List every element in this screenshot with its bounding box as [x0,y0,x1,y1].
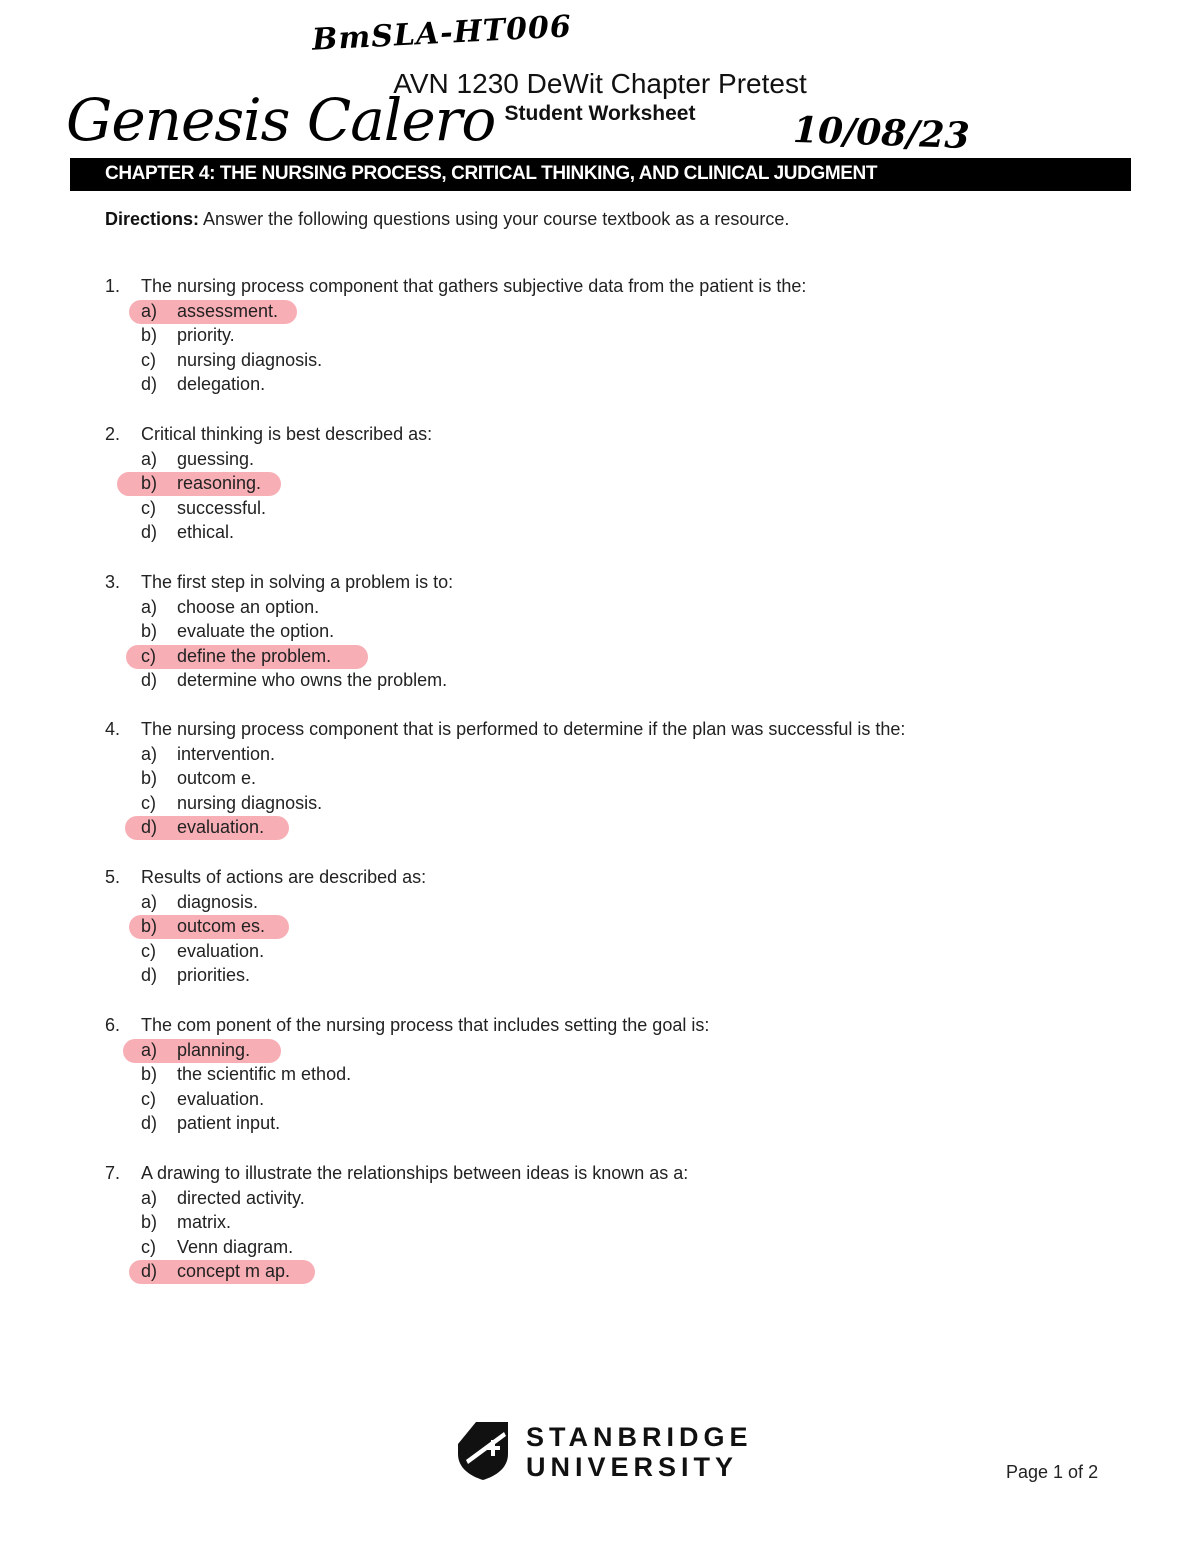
option-text: nursing diagnosis. [177,792,323,813]
option-letter: d) [141,1113,158,1134]
option-letter: b) [141,473,158,494]
option-text: matrix. [177,1212,231,1233]
option-letter: b) [141,1212,158,1233]
option-text: nursing diagnosis. [177,349,323,370]
option-letter: c) [141,1236,156,1257]
option-text: assessment. [177,300,279,321]
option-letter: b) [141,621,158,642]
handwritten-course-code: BmSLA-HT006 [311,9,573,58]
directions-text: Answer the following questions using your course textbook as a resource. [203,209,790,229]
option-text: diagnosis. [177,891,259,912]
question-text: The com ponent of the nursing process that includes setting the goal is: [141,1015,710,1035]
question-number: 2. [105,424,121,444]
shield-icon [456,1420,512,1482]
option-text: evaluate the option. [177,621,335,642]
option-letter: b) [141,325,158,346]
question-number: 5. [105,867,121,887]
option-letter: b) [141,1064,158,1085]
document-title: AVN 1230 DeWit Chapter Pretest [393,68,807,99]
option-text: evaluation. [177,1088,265,1109]
option-letter: d) [141,1261,158,1282]
option-text: planning. [177,1039,251,1060]
question-text: The nursing process component that is performed to determine if the plan was successful is the: [141,719,906,739]
option-text: guessing. [177,448,255,469]
option-letter: a) [141,1187,158,1208]
logo-line-1: STANBRIDGE [526,1422,753,1452]
handwritten-student-name: Genesis Calero [66,86,496,154]
option-letter: d) [141,670,158,691]
chapter-title: CHAPTER 4: THE NURSING PROCESS, CRITICAL THINKING, AND CLINICAL JUDGMENT [105,163,878,184]
question-text: A drawing to illustrate the relationships between ideas is known as a: [141,1163,689,1183]
option-letter: d) [141,817,158,838]
directions [105,209,789,230]
option-text: determine who owns the problem. [177,670,448,691]
option-letter: d) [141,374,158,395]
question-text: The nursing process component that gathers subjective data from the patient is the: [141,276,807,296]
page-number: Page 1 of 2 [1006,1462,1099,1482]
question-number: 7. [105,1163,121,1183]
question-number: 3. [105,572,121,592]
option-letter: a) [141,448,158,469]
question-number: 4. [105,719,121,739]
question-text: Results of actions are described as: [141,867,427,887]
option-letter: a) [141,300,158,321]
option-text: the scientific m ethod. [177,1064,352,1085]
option-letter: b) [141,768,158,789]
chapter-banner [70,158,1131,191]
option-text: intervention. [177,743,276,764]
option-text: define the problem. [177,645,332,666]
option-letter: c) [141,645,156,666]
question-number: 6. [105,1015,121,1035]
option-text: priorities. [177,965,251,986]
document-subtitle: Student Worksheet [504,102,696,125]
option-text: outcom es. [177,916,266,937]
logo-line-2: UNIVERSITY [526,1452,739,1482]
university-name [526,1422,753,1482]
question-number: 1. [105,276,121,296]
option-letter: c) [141,1088,156,1109]
handwritten-date: 10/08/23 [792,108,971,158]
option-letter: d) [141,522,158,543]
option-letter: c) [141,497,156,518]
option-letter: c) [141,349,156,370]
question-text: The first step in solving a problem is to: [141,572,454,592]
option-text: directed activity. [177,1187,305,1208]
option-text: delegation. [177,374,266,395]
option-text: reasoning. [177,473,262,494]
option-text: choose an option. [177,596,320,617]
option-text: patient input. [177,1113,281,1134]
option-text: concept m ap. [177,1261,291,1282]
stanbridge-logo [456,1420,512,1487]
option-letter: c) [141,792,156,813]
option-letter: c) [141,940,156,961]
option-letter: a) [141,1039,158,1060]
option-letter: d) [141,965,158,986]
option-text: evaluation. [177,940,265,961]
option-text: successful. [177,497,267,518]
option-letter: b) [141,916,158,937]
option-text: evaluation. [177,817,265,838]
option-letter: a) [141,596,158,617]
option-letter: a) [141,891,158,912]
option-letter: a) [141,743,158,764]
option-text: priority. [177,325,235,346]
option-text: ethical. [177,522,235,543]
directions-label: Directions: [105,209,200,229]
question-text: Critical thinking is best described as: [141,424,433,444]
option-text: Venn diagram. [177,1236,294,1257]
option-text: outcom e. [177,768,257,789]
